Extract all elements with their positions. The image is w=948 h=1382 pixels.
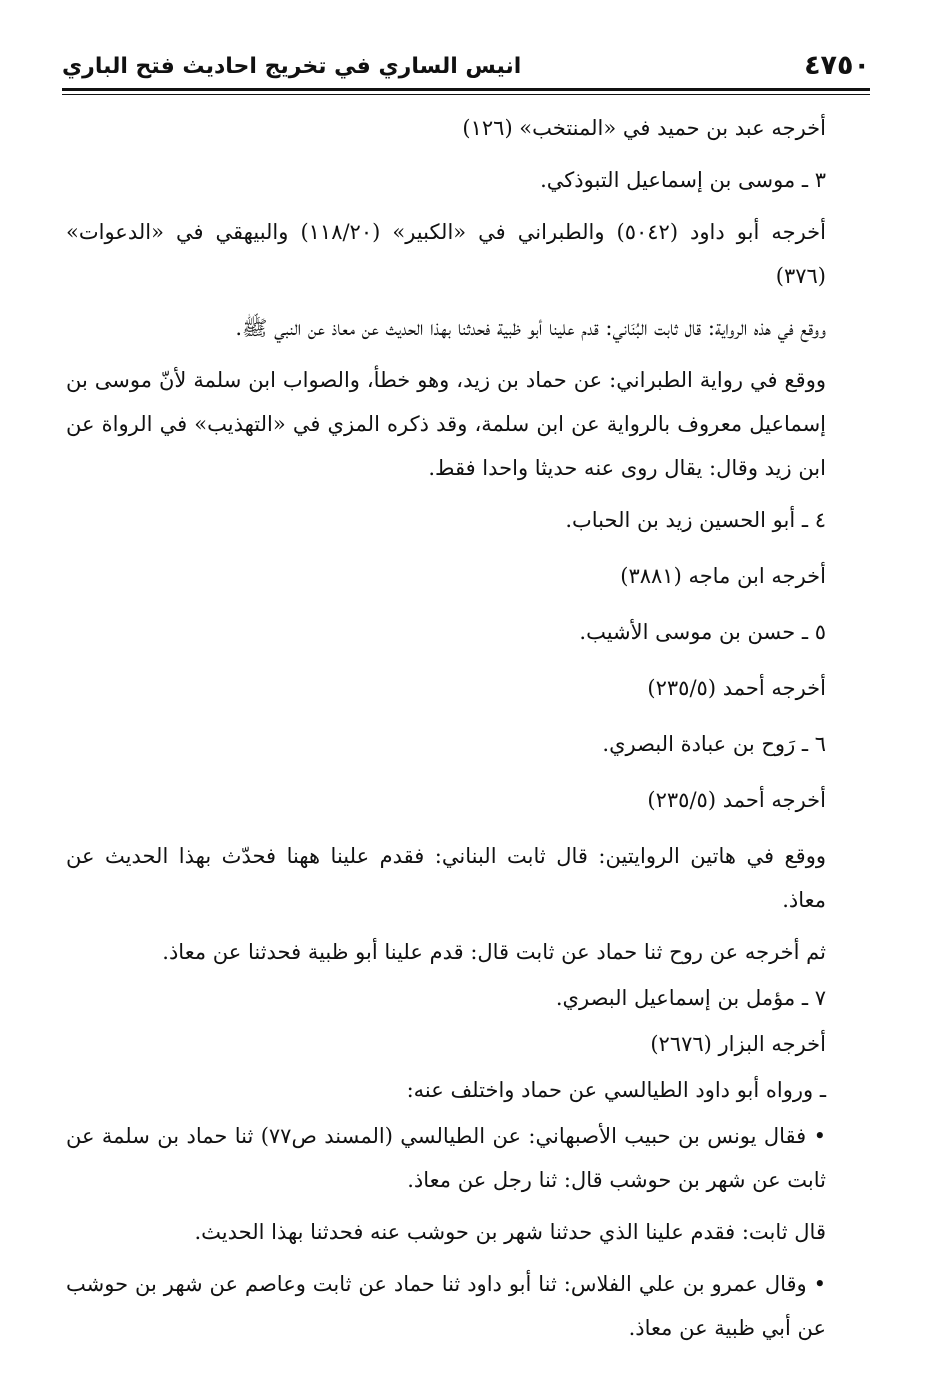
paragraph-11: أخرجه أحمد (٢٣٥/٥) — [647, 788, 826, 812]
paragraph-2: ٣ ـ موسى بن إسماعيل التبوذكي. — [540, 168, 826, 192]
paragraph-15: أخرجه البزار (٢٦٧٦) — [650, 1032, 826, 1056]
header-rule-thick — [62, 88, 870, 91]
paragraph-8: ٥ ـ حسن بن موسى الأشيب. — [579, 620, 826, 644]
paragraph-3: أخرجه أبو داود (٥٠٤٢) والطبراني في «الكبير» (١١٨/٢٠) والبيهقي في «الدعوات» (٣٧٦) — [66, 220, 826, 288]
paragraph-9: أخرجه أحمد (٢٣٥/٥) — [647, 676, 826, 700]
paragraph-18: قال ثابت: فقدم علينا الذي حدثنا شهر بن حوشب عنه فحدثنا بهذا الحديث. — [194, 1220, 826, 1244]
paragraph-12: ووقع في هاتين الروايتين: قال ثابت البناني: فقدم علينا ههنا فحدّث بهذا الحديث عن معاذ. — [66, 844, 826, 912]
paragraph-10: ٦ ـ رَوح بن عبادة البصري. — [602, 732, 826, 756]
paragraph-13: ثم أخرجه عن روح ثنا حماد عن ثابت قال: قدم علينا أبو ظبية فحدثنا عن معاذ. — [162, 940, 826, 964]
paragraph-14: ٧ ـ مؤمل بن إسماعيل البصري. — [555, 986, 826, 1010]
paragraph-5: ووقع في رواية الطبراني: عن حماد بن زيد، وهو خطأ، والصواب ابن سلمة لأنّ موسى بن إسماعيل معروف بالرواية عن ابن سلمة، وقد ذكره المزي في «التهذيب» في الرواة عن ابن زيد وقال: يقال روى عنه حديثا واحدا فقط. — [66, 368, 826, 480]
page-body — [66, 106, 870, 1358]
paragraph-1: أخرجه عبد بن حميد في «المنتخب» (١٢٦) — [462, 116, 826, 140]
page-header — [62, 44, 870, 88]
paragraph-19: • وقال عمرو بن علي الفلاس: ثنا أبو داود ثنا حماد عن ثابت وعاصم عن شهر بن حوشب عن أبي ظبية عن معاذ. — [66, 1272, 826, 1340]
page-number: ٤٧٥٠ — [804, 50, 870, 81]
paragraph-16: ـ ورواه أبو داود الطيالسي عن حماد واختلف عنه: — [406, 1078, 826, 1102]
paragraph-6: ٤ ـ أبو الحسين زيد بن الحباب. — [565, 508, 826, 532]
paragraph-7: أخرجه ابن ماجه (٣٨٨١) — [620, 564, 826, 588]
paragraph-4: ووقع في هذه الرواية: قال ثابت البُنَاني: قدم علينا أبو ظبية فحدثنا بهذا الحديث عن معاذ عن النبي ﷺ. — [235, 316, 826, 340]
paragraph-17: • فقال يونس بن حبيب الأصبهاني: عن الطيالسي (المسند ص٧٧) ثنا حماد بن سلمة عن ثابت عن شهر بن حوشب قال: ثنا رجل عن معاذ. — [66, 1124, 826, 1192]
running-title: انيس الساري في تخريج احاديث فتح الباري — [62, 54, 522, 79]
header-rule-thin — [62, 94, 870, 95]
